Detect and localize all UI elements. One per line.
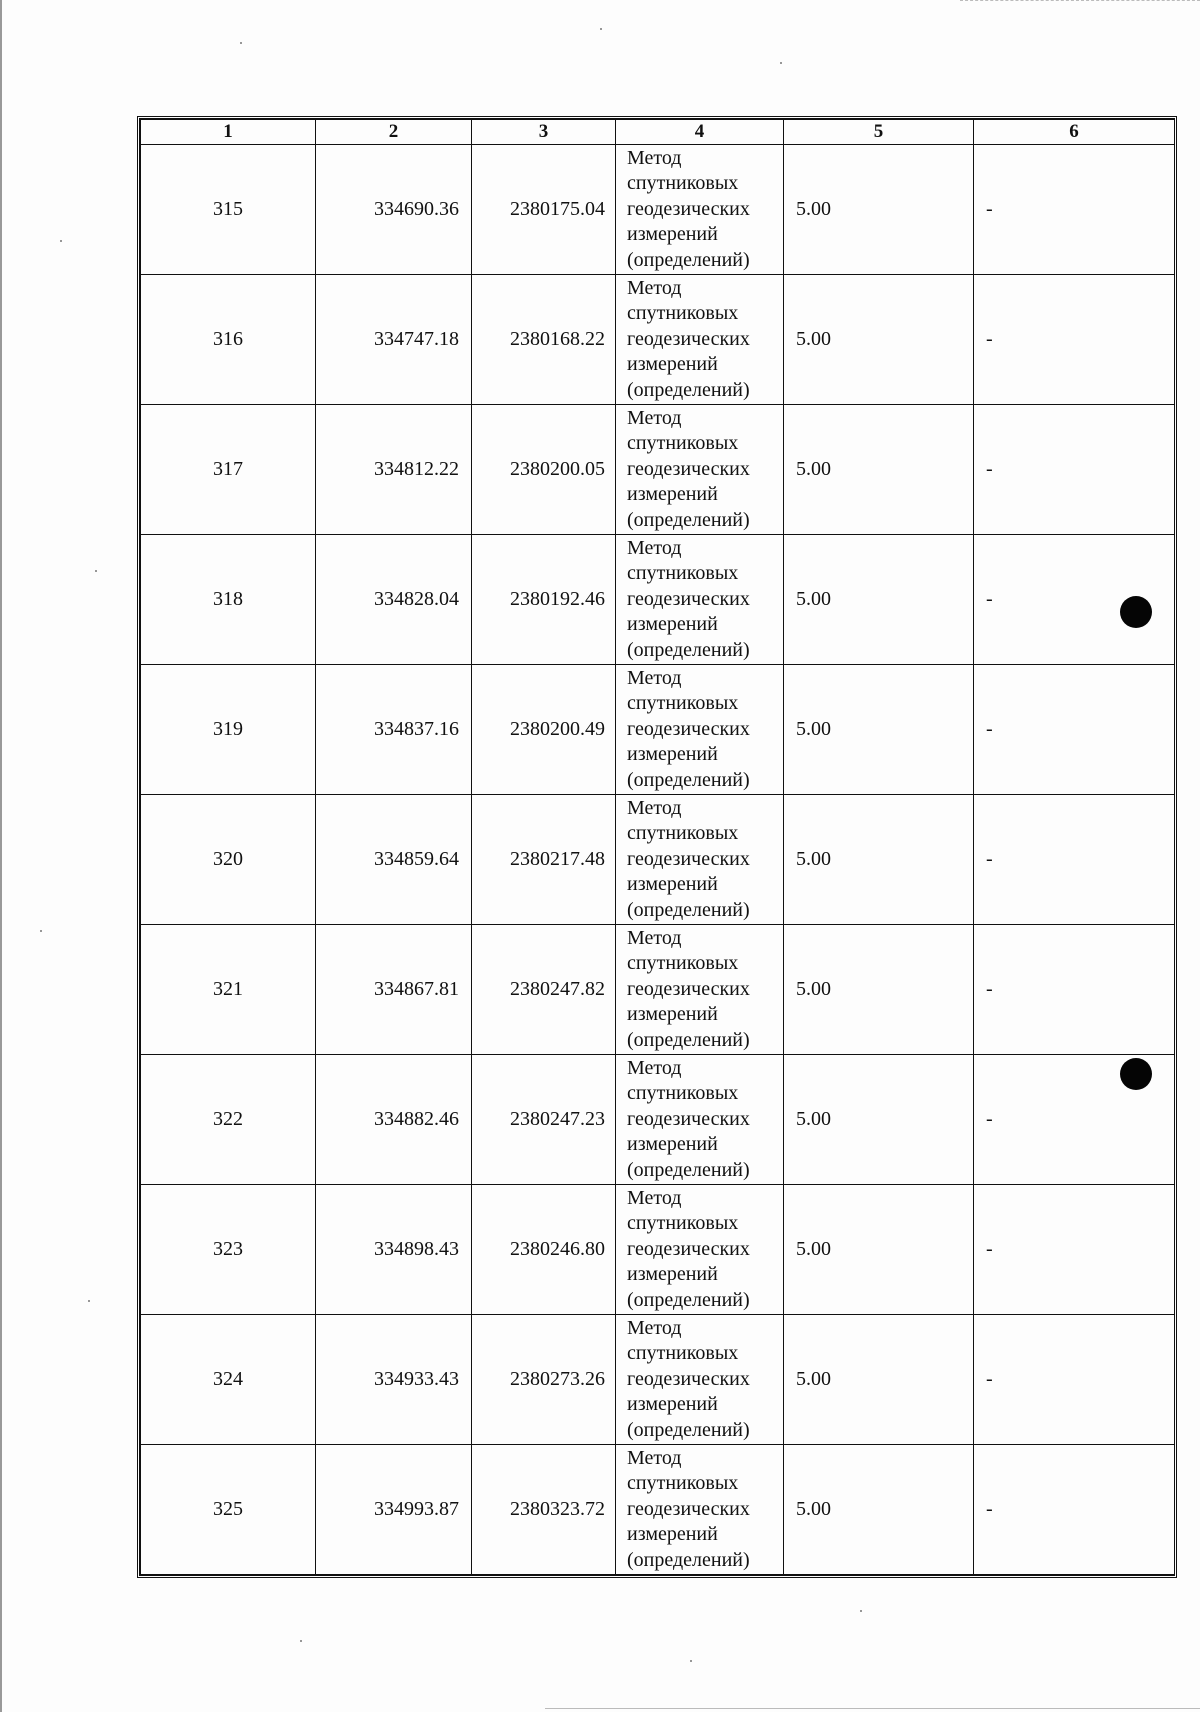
scan-speck — [300, 1640, 302, 1642]
accuracy-cell: 5.00 — [784, 535, 974, 665]
table-row — [141, 535, 1175, 665]
note-cell: - — [974, 925, 1175, 1055]
header-col-4: 4 — [616, 120, 784, 145]
note-cell: - — [974, 275, 1175, 405]
accuracy-cell: 5.00 — [784, 275, 974, 405]
ink-blot — [1120, 596, 1152, 628]
method-text-line: (определений) — [627, 248, 750, 271]
x-coordinate-cell: 334812.22 — [316, 405, 472, 535]
method-text-line: Метод — [627, 1056, 682, 1079]
method-text-line: геодезических — [627, 197, 750, 220]
method-text-line: геодезических — [627, 327, 750, 350]
method-text-line: Метод — [627, 926, 682, 949]
method-text-line: (определений) — [627, 1548, 750, 1571]
point-number-cell: 316 — [141, 275, 316, 405]
coordinates-table-frame — [137, 116, 1177, 1578]
method-text-line: спутниковых — [627, 692, 739, 715]
accuracy-cell: 5.00 — [784, 1315, 974, 1445]
accuracy-cell: 5.00 — [784, 1445, 974, 1575]
y-coordinate-cell: 2380192.46 — [472, 535, 616, 665]
accuracy-cell: 5.00 — [784, 925, 974, 1055]
x-coordinate-cell: 334690.36 — [316, 145, 472, 275]
x-coordinate-cell: 334859.64 — [316, 795, 472, 925]
method-text-line: измерений — [627, 613, 718, 636]
method-text-line: (определений) — [627, 638, 750, 661]
method-text-line: геодезических — [627, 977, 750, 1000]
method-cell — [616, 665, 784, 795]
header-row — [141, 120, 1175, 145]
method-text-line: спутниковых — [627, 952, 739, 975]
method-text-line: измерений — [627, 1393, 718, 1416]
method-cell — [616, 795, 784, 925]
accuracy-cell: 5.00 — [784, 1055, 974, 1185]
method-text-line: спутниковых — [627, 1082, 739, 1105]
note-cell: - — [974, 665, 1175, 795]
table-row — [141, 1055, 1175, 1185]
method-cell — [616, 1055, 784, 1185]
x-coordinate-cell: 334837.16 — [316, 665, 472, 795]
method-text-line: Метод — [627, 796, 682, 819]
note-cell: - — [974, 1315, 1175, 1445]
accuracy-cell: 5.00 — [784, 665, 974, 795]
table-row — [141, 1445, 1175, 1575]
method-text-line: измерений — [627, 1263, 718, 1286]
method-cell — [616, 1185, 784, 1315]
x-coordinate-cell: 334867.81 — [316, 925, 472, 1055]
method-text-line: измерений — [627, 873, 718, 896]
table-body — [141, 145, 1175, 1575]
method-text-line: геодезических — [627, 1237, 750, 1260]
scan-speck — [60, 240, 62, 242]
method-text-line: Метод — [627, 276, 682, 299]
method-text-line: измерений — [627, 1133, 718, 1156]
scan-speck — [600, 28, 602, 30]
y-coordinate-cell: 2380200.05 — [472, 405, 616, 535]
method-text-line: Метод — [627, 146, 682, 169]
method-text-line: геодезических — [627, 717, 750, 740]
coordinates-table — [140, 119, 1175, 1575]
method-text-line: (определений) — [627, 768, 750, 791]
point-number-cell: 317 — [141, 405, 316, 535]
scan-speck — [860, 1610, 862, 1612]
note-cell: - — [974, 145, 1175, 275]
scan-bottom-line — [545, 1708, 1200, 1709]
method-cell — [616, 1315, 784, 1445]
scan-top-marks — [960, 0, 1200, 5]
method-text-line: геодезических — [627, 457, 750, 480]
point-number-cell: 321 — [141, 925, 316, 1055]
note-cell: - — [974, 535, 1175, 665]
accuracy-cell: 5.00 — [784, 145, 974, 275]
point-number-cell: 323 — [141, 1185, 316, 1315]
method-text-line: измерений — [627, 1523, 718, 1546]
method-cell — [616, 145, 784, 275]
method-cell — [616, 925, 784, 1055]
method-text-line: измерений — [627, 223, 718, 246]
x-coordinate-cell: 334828.04 — [316, 535, 472, 665]
point-number-cell: 319 — [141, 665, 316, 795]
method-text-line: (определений) — [627, 378, 750, 401]
method-text-line: спутниковых — [627, 1472, 739, 1495]
method-cell — [616, 535, 784, 665]
method-text-line: геодезических — [627, 1367, 750, 1390]
y-coordinate-cell: 2380247.82 — [472, 925, 616, 1055]
point-number-cell: 315 — [141, 145, 316, 275]
table-row — [141, 925, 1175, 1055]
header-col-5: 5 — [784, 120, 974, 145]
x-coordinate-cell: 334747.18 — [316, 275, 472, 405]
method-text-line: Метод — [627, 1316, 682, 1339]
table-row — [141, 665, 1175, 795]
table-row — [141, 405, 1175, 535]
scan-left-edge — [0, 0, 2, 1712]
ink-blot — [1120, 1058, 1152, 1090]
note-cell: - — [974, 1055, 1175, 1185]
table-row — [141, 145, 1175, 275]
scan-speck — [88, 1300, 90, 1302]
method-cell — [616, 405, 784, 535]
method-text-line: спутниковых — [627, 172, 739, 195]
scan-speck — [780, 62, 782, 64]
x-coordinate-cell: 334898.43 — [316, 1185, 472, 1315]
method-text-line: спутниковых — [627, 562, 739, 585]
method-text-line: спутниковых — [627, 1212, 739, 1235]
method-cell — [616, 275, 784, 405]
method-text-line: геодезических — [627, 1497, 750, 1520]
note-cell: - — [974, 1185, 1175, 1315]
y-coordinate-cell: 2380246.80 — [472, 1185, 616, 1315]
header-col-2: 2 — [316, 120, 472, 145]
scan-speck — [40, 930, 42, 932]
y-coordinate-cell: 2380168.22 — [472, 275, 616, 405]
table-row — [141, 795, 1175, 925]
method-text-line: Метод — [627, 406, 682, 429]
header-col-1: 1 — [141, 120, 316, 145]
y-coordinate-cell: 2380247.23 — [472, 1055, 616, 1185]
method-text-line: спутниковых — [627, 1342, 739, 1365]
note-cell: - — [974, 1445, 1175, 1575]
note-cell: - — [974, 795, 1175, 925]
method-text-line: спутниковых — [627, 432, 739, 455]
header-col-6: 6 — [974, 120, 1175, 145]
method-text-line: измерений — [627, 483, 718, 506]
y-coordinate-cell: 2380200.49 — [472, 665, 616, 795]
x-coordinate-cell: 334933.43 — [316, 1315, 472, 1445]
y-coordinate-cell: 2380217.48 — [472, 795, 616, 925]
method-text-line: Метод — [627, 536, 682, 559]
method-text-line: (определений) — [627, 1288, 750, 1311]
point-number-cell: 318 — [141, 535, 316, 665]
method-text-line: (определений) — [627, 898, 750, 921]
method-text-line: Метод — [627, 1446, 682, 1469]
x-coordinate-cell: 334882.46 — [316, 1055, 472, 1185]
table-row — [141, 275, 1175, 405]
table-row — [141, 1315, 1175, 1445]
method-text-line: измерений — [627, 1003, 718, 1026]
method-text-line: геодезических — [627, 1107, 750, 1130]
method-text-line: геодезических — [627, 847, 750, 870]
point-number-cell: 322 — [141, 1055, 316, 1185]
x-coordinate-cell: 334993.87 — [316, 1445, 472, 1575]
method-text-line: Метод — [627, 666, 682, 689]
header-col-3: 3 — [472, 120, 616, 145]
method-text-line: спутниковых — [627, 302, 739, 325]
scan-speck — [690, 1660, 692, 1662]
y-coordinate-cell: 2380323.72 — [472, 1445, 616, 1575]
scan-speck — [240, 42, 242, 44]
point-number-cell: 324 — [141, 1315, 316, 1445]
method-cell — [616, 1445, 784, 1575]
method-text-line: геодезических — [627, 587, 750, 610]
method-text-line: спутниковых — [627, 822, 739, 845]
point-number-cell: 325 — [141, 1445, 316, 1575]
method-text-line: измерений — [627, 353, 718, 376]
accuracy-cell: 5.00 — [784, 795, 974, 925]
method-text-line: (определений) — [627, 508, 750, 531]
method-text-line: измерений — [627, 743, 718, 766]
y-coordinate-cell: 2380175.04 — [472, 145, 616, 275]
accuracy-cell: 5.00 — [784, 405, 974, 535]
y-coordinate-cell: 2380273.26 — [472, 1315, 616, 1445]
table-row — [141, 1185, 1175, 1315]
point-number-cell: 320 — [141, 795, 316, 925]
scan-speck — [95, 570, 97, 572]
method-text-line: (определений) — [627, 1158, 750, 1181]
note-cell: - — [974, 405, 1175, 535]
method-text-line: (определений) — [627, 1418, 750, 1441]
method-text-line: Метод — [627, 1186, 682, 1209]
accuracy-cell: 5.00 — [784, 1185, 974, 1315]
method-text-line: (определений) — [627, 1028, 750, 1051]
